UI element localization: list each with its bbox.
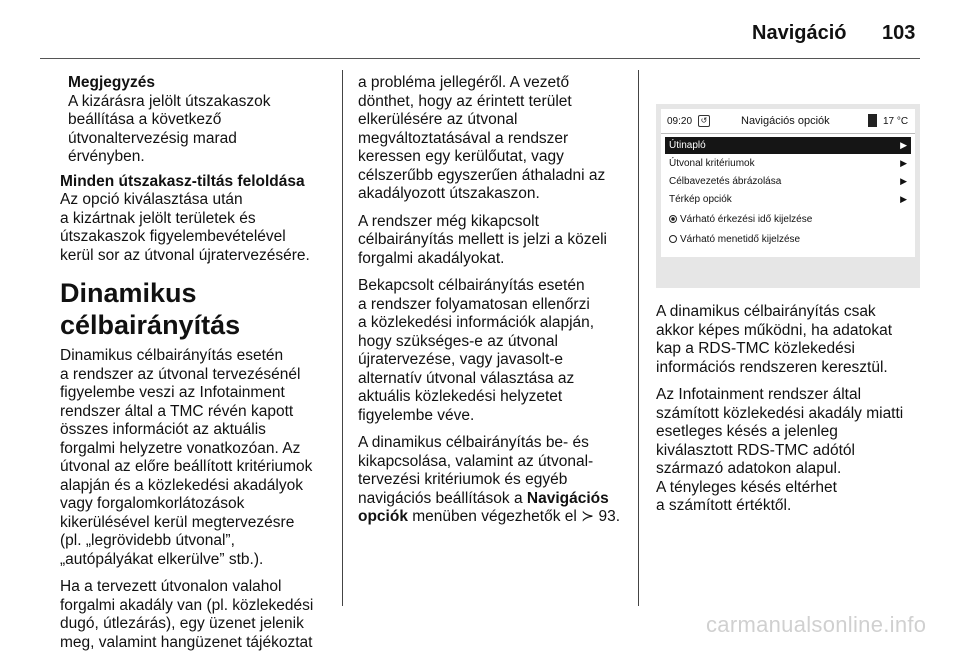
text-line: figyelembe véve. [358, 406, 475, 424]
column-3 [656, 303, 928, 525]
menu-item-label: Térkép opciók [669, 194, 732, 205]
screen-radio-option[interactable] [665, 231, 911, 248]
paragraph [60, 347, 335, 569]
screen-menu-item[interactable] [665, 137, 911, 154]
text-line: tervezési kritériumok és egyéb [358, 471, 568, 488]
text-line: információs rendszeren keresztül. [656, 358, 888, 376]
text-line: (pl. „legrövidebb útvonal”, [60, 532, 235, 549]
screen-title: Navigációs opciók [741, 115, 830, 127]
paragraph [358, 74, 633, 204]
menu-item-label: Útinapló [669, 140, 706, 151]
chevron-right-icon: ▶ [900, 176, 907, 186]
radio-label: Várható érkezési idő kijelzése [680, 214, 813, 225]
text-line: navigációs beállítások a [358, 489, 527, 507]
reference-arrow-icon: ≻ [581, 508, 595, 525]
text-line: A dinamikus célbairányítás csak [656, 303, 876, 320]
text-line: figyelembe veszi az Infotainment [60, 384, 285, 401]
text-line: újratervezése, vagy javasolt-e [358, 351, 564, 368]
thermometer-icon [868, 114, 877, 127]
text-line: elkerülésére az útvonal [358, 111, 518, 128]
paragraph [358, 277, 633, 425]
text-line: kikerülésével kerül megtervezésre [60, 513, 295, 531]
text-line: a számított értéktől. [656, 497, 792, 514]
note-box [68, 74, 335, 167]
text-line: kerül sor az útvonal újratervezésére. [60, 246, 310, 264]
section-heading: Dinamikus célbairányítás [60, 278, 241, 340]
header-rule [40, 58, 920, 59]
text-line: Az Infotainment rendszer által [656, 386, 862, 403]
radio-label-wrap [669, 211, 812, 228]
text-line: alternatív útvonal választása az [358, 369, 575, 387]
text-line: kiválasztott RDS-TMC adótól [656, 441, 855, 459]
clock-icon: ↺ [698, 115, 710, 127]
text-line: a közlekedési információk alapján, [358, 314, 595, 331]
text-line: akadályozott útszakaszon. [358, 185, 540, 202]
menu-item-label: Útvonal kritériumok [669, 158, 755, 169]
text-line: a rendszer az útvonal tervezésénél [60, 365, 301, 383]
screen-status-bar [661, 109, 915, 134]
screen-menu-item[interactable] [665, 191, 911, 208]
text-line: „autópályákat elkerülve” stb.). [60, 550, 264, 568]
text-line: A tényleges késés eltérhet [656, 478, 837, 496]
text-line: útszakaszok figyelembevételével [60, 228, 286, 245]
text-line: vagy forgalomkorlátozások [60, 495, 245, 512]
text-line: A dinamikus célbairányítás be- és [358, 434, 589, 451]
text-line: rendszer által a TMC révén kapott [60, 402, 294, 420]
text-line: célszerűbb egyszerűen áthaladni az [358, 166, 606, 184]
text-line: Ha a tervezett útvonalon valahol [60, 578, 282, 595]
menu-name-bold: opciók [358, 508, 408, 525]
text-line: forgalmi helyzetre vonatkozóan. Az [60, 439, 301, 457]
text-line: akkor képes működni, ha adatokat [656, 321, 893, 339]
column-2 [358, 74, 633, 536]
menu-name-bold: Navigációs [526, 489, 609, 507]
text-line: célbairányítás mellett is jelzi a közeli [358, 231, 607, 248]
page-number: 103 [882, 22, 916, 44]
paragraph [358, 434, 633, 527]
watermark: carmanualsonline.info [706, 612, 927, 637]
text-line: dugó, útlezárás), egy üzenet jelenik [60, 615, 304, 632]
text-line: a probléma jellegéről. A vezető [358, 74, 570, 91]
screen-time: 09:20 [667, 116, 693, 127]
text-line: Az opció kiválasztása után [60, 191, 243, 208]
radio-label-wrap [669, 231, 800, 248]
radio-checked-icon [669, 215, 677, 223]
text-line: útvonal az előre beállított kritériumok [60, 458, 313, 475]
text-line: forgalmi akadály van (pl. közlekedési [60, 596, 314, 614]
text-line: A rendszer még kikapcsolt [358, 212, 539, 230]
paragraph [656, 303, 928, 377]
text-line: megváltoztatásával a rendszer [358, 129, 569, 147]
text-line: kap a RDS-TMC közlekedési [656, 340, 855, 357]
screen-menu-item[interactable] [665, 173, 911, 190]
text-line: a rendszer folyamatosan ellenőrzi [358, 295, 590, 313]
text-line: alapján és a közlekedési akadályok [60, 476, 303, 494]
text-line: Dinamikus célbairányítás esetén [60, 347, 284, 364]
text-line: Bekapcsolt célbairányítás esetén [358, 277, 585, 294]
note-title: Megjegyzés [68, 74, 156, 91]
page-reference[interactable]: 93. [594, 508, 621, 525]
text-line: aktuális közlekedési helyzetet [358, 388, 563, 405]
paragraph [60, 173, 335, 266]
radio-unchecked-icon [669, 235, 677, 243]
screen-menu-item[interactable] [665, 155, 911, 172]
page-header [0, 0, 960, 48]
text-line: kikapcsolása, valamint az útvonal- [358, 452, 594, 470]
column-divider-1 [342, 70, 343, 606]
text-line: a kizártnak jelölt területek és [60, 209, 256, 227]
radio-label: Várható menetidő kijelzése [680, 234, 801, 245]
infotainment-screen-image [656, 104, 920, 288]
text-line: forgalmi akadályokat. [358, 249, 505, 267]
text-line: keressen egy kerülőutat, vagy [358, 148, 564, 165]
text-line: esetleges késés a jelenleg [656, 423, 838, 440]
chevron-right-icon: ▶ [900, 158, 907, 168]
column-1 [60, 74, 335, 661]
paragraph [60, 578, 335, 652]
paragraph [656, 386, 928, 516]
column-divider-2 [638, 70, 639, 606]
chevron-right-icon: ▶ [900, 140, 907, 150]
page-title: Navigáció [752, 22, 847, 44]
paragraph [358, 213, 633, 269]
note-line: érvényben. [68, 148, 145, 165]
text-line: összes információt az aktuális [60, 421, 266, 438]
note-line: A kizárásra jelölt útszakaszok [68, 92, 271, 110]
screen-display [661, 109, 915, 257]
text-line: dönthet, hogy az érintett terület [358, 92, 572, 110]
chevron-right-icon: ▶ [900, 194, 907, 204]
screen-radio-option[interactable] [665, 211, 911, 228]
text-line: menüben végezhetők el [407, 508, 582, 525]
text-line: származó adatokon alapul. [656, 460, 842, 477]
note-line: beállítása a következő [68, 111, 222, 128]
text-line: hogy szükséges-e az útvonal [358, 332, 558, 350]
menu-item-label: Célbavezetés ábrázolása [669, 176, 782, 187]
text-line: számított közlekedési akadály miatti [656, 404, 904, 422]
subheading: Minden útszakasz-tiltás feloldása [60, 172, 305, 190]
text-line: meg, valamint hangüzenet tájékoztat [60, 633, 313, 651]
note-line: útvonaltervezésig marad [68, 129, 237, 147]
screen-temperature: 17 °C [883, 116, 909, 127]
